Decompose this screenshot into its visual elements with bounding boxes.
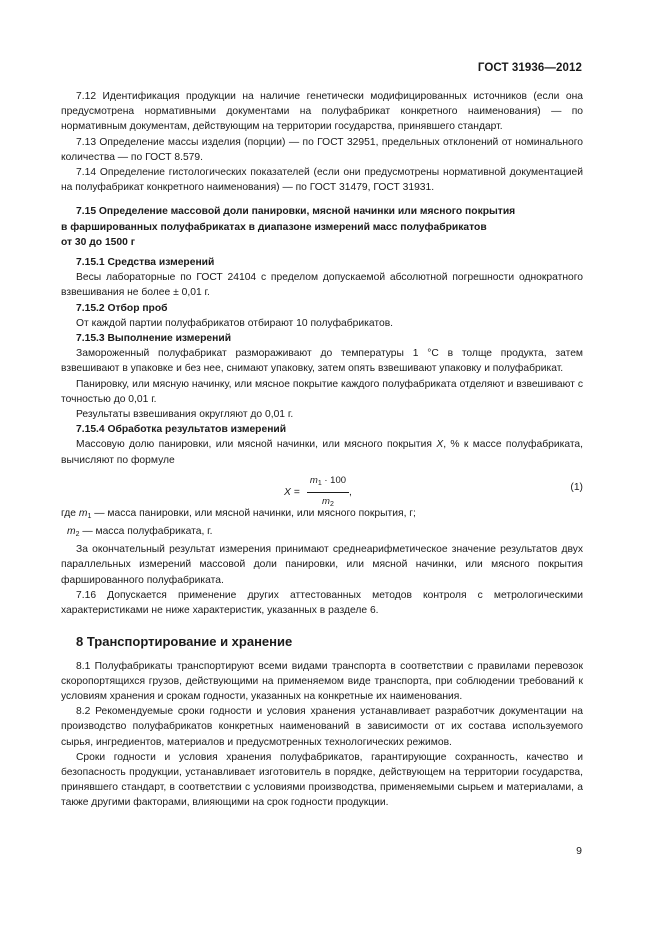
where-clause-m1: где $m_1$ — масса панировки, или мясной начинки, или мясного покрытия, г; — [61, 507, 416, 520]
paragraph-final-result: За окончательный результат измерения принимают среднеарифметическое значение результатов двух параллельных измерений массовой доли панировки, или мясной начинки, или мясного покрытия фаршированного полуфабриката. — [61, 544, 583, 586]
paragraph-7-16: 7.16 Допускается применение других аттестованных методов контроля с метрологическими характеристиками не ниже характеристик, указанных в разделе 6. — [61, 589, 583, 617]
section-title-8: 8 Транспортирование и хранение — [76, 634, 293, 650]
subheading-7-15-4: 7.15.4 Обработка результатов измерений — [76, 424, 287, 436]
paragraph-7-15-2: От каждой партии полуфабрикатов отбирают 10 полуфабрикатов. — [76, 317, 394, 329]
formula-denominator: $m_2$ — [322, 496, 334, 509]
heading-line: от 30 до 1500 г — [61, 236, 135, 248]
formula-fraction — [307, 473, 349, 512]
document-code: ГОСТ 31936—2012 — [477, 62, 582, 74]
paragraph-7-15-3c: Результаты взвешивания округляют до 0,01 г. — [76, 409, 294, 421]
formula-numerator: $m_1 \cdot 100$ — [307, 473, 349, 493]
subheading-7-15-3: 7.15.3 Выполнение измерений — [76, 333, 232, 345]
paragraph-7-14: 7.14 Определение гистологических показателей (если они предусмотрены нормативной документацией на полуфабрикат конкретного наименования) — по ГОСТ 31479, ГОСТ 31931. — [61, 167, 583, 194]
page-number: 9 — [576, 845, 582, 857]
paragraph-7-15-1: Весы лабораторные по ГОСТ 24104 с пределом допускаемой абсолютной погрешности однократного взвешивания не более ± 0,01 г. — [61, 272, 583, 299]
paragraph-7-15-4a: Массовую долю панировки, или мясной начинки, или мясного покрытия Х, % к массе полуфабриката, вычисляют по формуле — [61, 439, 584, 466]
paragraph-7-12: 7.12 Идентификация продукции на наличие генетически модифицированных источников (если она предусмотрена нормативными документами на полуфабрикат конкретного наименования) — по нормативным документам, действующим на территории государства, принявшего стандарт. — [61, 91, 583, 133]
paragraph-7-13: 7.13 Определение массы изделия (порции) — по ГОСТ 32951, предельных отклонений от номинального количества — по ГОСТ 8.579. — [61, 136, 583, 163]
paragraph-8-2: 8.2 Рекомендуемые сроки годности и условия хранения устанавливает разработчик документации на производство полуфабрикатов конкретных наименований в зависимости от их состава используемого сырья, ингредиентов, материалов и предусмотренных технологических режимов. — [61, 706, 583, 748]
paragraph-8-2-continued: Сроки годности и условия хранения полуфабрикатов, гарантирующие сохранность, качество и безопасность продукции, устанавливает изготовитель в порядке, действующем на территории государства, принявшего стандарт, в соответствии с условиями производства, применяемыми сырьем и материалами, а также другими факторами, влияющими на срок годности продукции. — [61, 751, 583, 809]
equation-number: (1) — [570, 481, 583, 493]
formula-1 — [61, 470, 583, 509]
heading-line: 7.15 Определение массовой доли панировки, мясной начинки или мясного покрытия — [76, 206, 516, 218]
page-body — [61, 89, 583, 811]
section-heading-7-15 — [61, 204, 583, 250]
paragraph-7-15-3a: Замороженный полуфабрикат размораживают до температуры 1 °С в толще продукта, затем взвешивают в упаковке и без нее, снимают упаковку, затем опять взвешивают упаковку и полуфабрикат. — [61, 348, 583, 375]
paragraph-8-1: 8.1 Полуфабрикаты транспортируют всеми видами транспорта в соответствии с правилами перевозок скоропортящихся грузов, действующими на применяемом виде транспорта, при соблюдении требований к условиям хранения и срокам годности, указанных на конкретные их наименования. — [61, 660, 583, 702]
subheading-7-15-1: 7.15.1 Средства измерений — [76, 257, 215, 269]
heading-line: в фаршированных полуфабрикатах в диапазоне измерений масс полуфабрикатов — [61, 221, 487, 233]
where-clause-m2: $m_2$ — масса полуфабриката, г. — [67, 526, 213, 539]
formula-trailing-comma: , — [349, 486, 352, 498]
formula-lhs: Х — [284, 486, 291, 498]
formula-equals: = — [293, 486, 300, 498]
paragraph-7-15-3b: Панировку, или мясную начинку, или мясное покрытие каждого полуфабриката отделяют и взвешивают с точностью до 0,01 г. — [61, 378, 583, 405]
subheading-7-15-2: 7.15.2 Отбор проб — [76, 302, 168, 314]
variable-x: Х — [436, 439, 444, 451]
